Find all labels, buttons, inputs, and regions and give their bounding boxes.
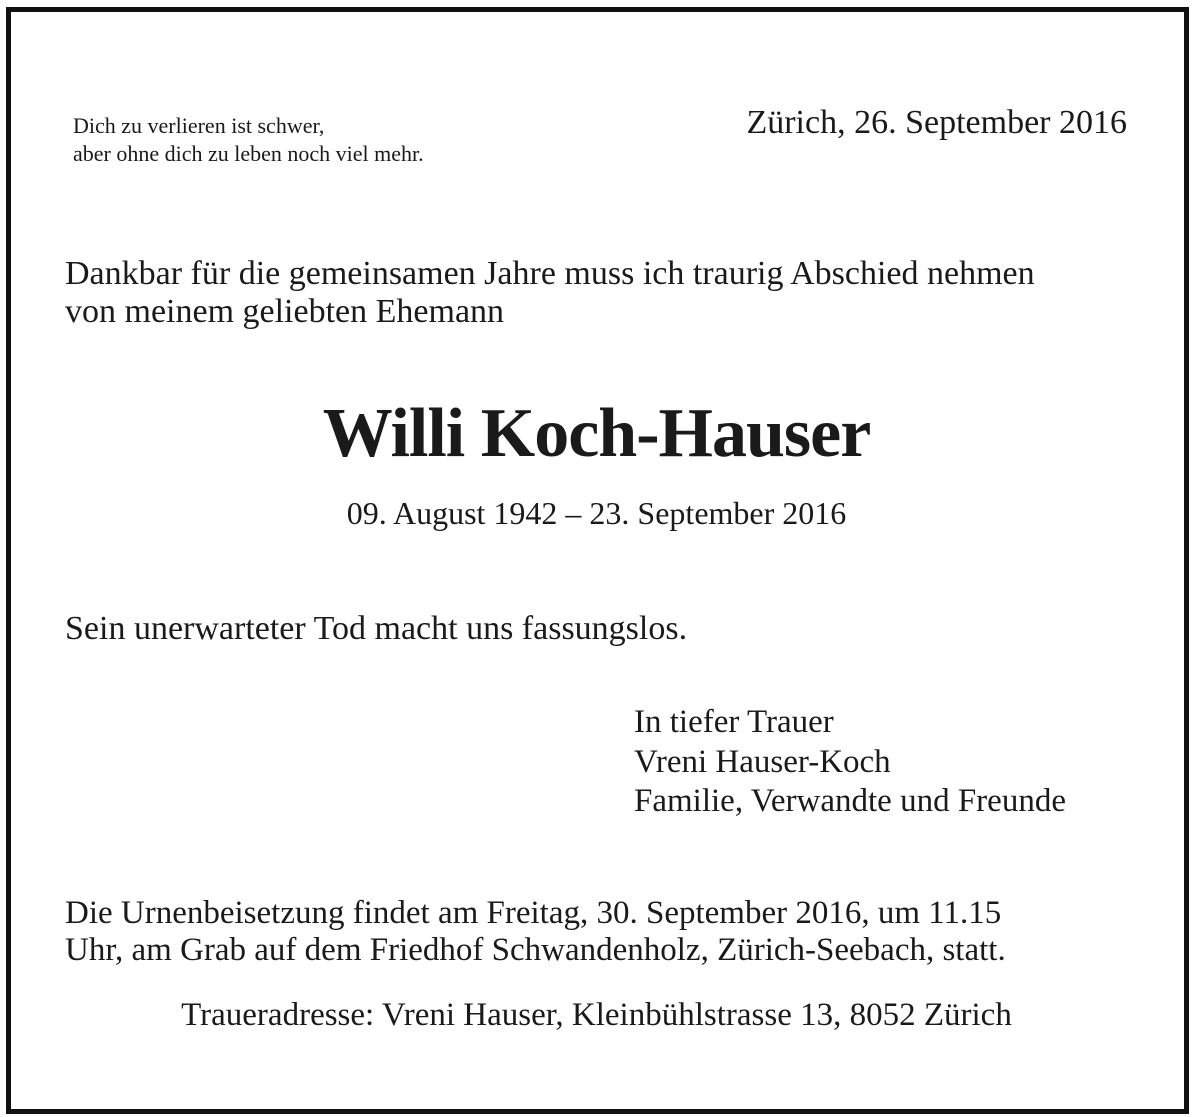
motto-line-1: Dich zu verlieren ist schwer, <box>73 113 325 138</box>
place-date: Zürich, 26. September 2016 <box>746 104 1127 141</box>
motto-quote <box>73 112 424 168</box>
deceased-name: Willi Koch-Hauser <box>322 395 871 472</box>
burial-line-2: Uhr, am Grab auf dem Friedhof Schwandenholz, Zürich-Seebach, statt. <box>65 932 1006 968</box>
burial-line-1: Die Urnenbeisetzung findet am Freitag, 30. September 2016, um 11.15 <box>65 895 1002 931</box>
motto-line-2: aber ohne dich zu leben noch viel mehr. <box>73 141 424 166</box>
life-dates: 09. August 1942 – 23. September 2016 <box>346 495 847 531</box>
mourners-line-3: Familie, Verwandte und Freunde <box>634 783 1066 819</box>
intro-line-2: von meinem geliebten Ehemann <box>65 293 505 330</box>
intro-line-1: Dankbar für die gemeinsamen Jahre muss ich traurig Abschied nehmen <box>65 255 1035 292</box>
mourners-line-1: In tiefer Trauer <box>634 704 834 740</box>
mourners-line-2: Vreni Hauser-Koch <box>634 743 891 780</box>
intro-text <box>65 255 1035 331</box>
mourning-address: Traueradresse: Vreni Hauser, Kleinbühlstrasse 13, 8052 Zürich <box>181 997 1012 1033</box>
mourners-block <box>634 703 1066 822</box>
burial-notice <box>65 895 1006 969</box>
condolence-phrase: Sein unerwarteter Tod macht uns fassungslos. <box>65 610 688 647</box>
